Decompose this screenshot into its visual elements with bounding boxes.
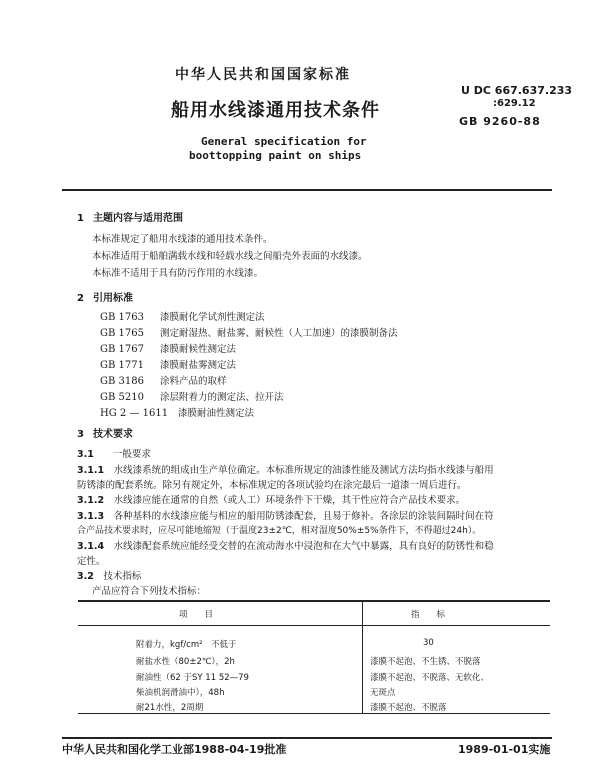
- section-1-para-3: 本标准不适用于具有防污作用的水线漆。: [92, 268, 264, 279]
- table-cell-item: 耐油性（62 于SY 11 52—79: [136, 673, 249, 683]
- document-title-english-line2: boottopping paint on ships: [189, 149, 362, 162]
- clause-number: 3.1.4: [77, 541, 105, 552]
- clause-number: 3.1: [77, 449, 94, 460]
- table-cell-item: 柴油机润滑油中），48h: [136, 688, 225, 698]
- udc-code: U DC 667.637.233: [461, 84, 573, 97]
- table-cell-index: 漆膜不起泡、不脱落: [370, 703, 447, 713]
- reference-title: 涂层附着力的测定法、拉开法: [160, 392, 284, 403]
- clause-3-1-1: [77, 462, 494, 476]
- clause-3-1: [77, 446, 151, 460]
- reference-item: [100, 357, 236, 371]
- clause-3-1-2: [77, 492, 465, 506]
- reference-code: GB 1763: [100, 312, 144, 323]
- section-1-number: 1: [77, 213, 84, 224]
- reference-item: [100, 373, 227, 387]
- reference-title: 测定耐湿热、耐盐雾、耐候性（人工加速）的漆膜制备法: [160, 328, 398, 339]
- reference-code: GB 1767: [100, 344, 144, 355]
- section-2-heading: [77, 289, 133, 304]
- table-cell-index: 漆膜不起泡、不生锈、不脱落: [370, 657, 481, 667]
- table-top-rule: [78, 600, 550, 602]
- clause-3-1-1-continued: 防锈漆的配套系统。除另有规定外，本标准规定的各项试验均在涂完最后一道漆一周后进行。: [77, 480, 467, 491]
- document-title-english-line1: General specification for: [201, 135, 367, 148]
- approval-date: 中华人民共和国化学工业部1988-04-19批准: [62, 743, 287, 756]
- clause-3-2-intro: 产品应符合下列技术指标：: [92, 586, 207, 597]
- standard-number: GB 9260-88: [459, 115, 541, 128]
- section-2-number: 2: [77, 293, 84, 304]
- clause-3-1-3: [77, 508, 494, 522]
- clause-3-2: [77, 568, 141, 582]
- clause-text: 一般要求: [112, 449, 151, 460]
- table-bottom-rule: [78, 713, 550, 714]
- clause-text: 各种基料的水线漆应能与相应的船用防锈漆配套，且易于修补。各涂层的涂装间隔时间在符: [113, 511, 494, 522]
- reference-item: [100, 309, 265, 323]
- reference-code: GB 5210: [100, 392, 144, 403]
- reference-code: GB 1765: [100, 328, 144, 339]
- reference-title: 漆膜耐油性测定法: [178, 408, 255, 419]
- header-divider: [62, 189, 552, 191]
- footer-divider: [62, 737, 552, 739]
- udc-code-continued: :629.12: [493, 98, 536, 109]
- section-3-number: 3: [77, 429, 84, 440]
- table-header-rule: [78, 625, 550, 626]
- section-1-title: 主题内容与适用范围: [93, 213, 183, 224]
- clause-number: 3.1.3: [77, 511, 105, 522]
- reference-title: 漆膜耐候性测定法: [160, 344, 237, 355]
- document-title-chinese: 船用水线漆通用技术条件: [171, 100, 380, 121]
- section-2-title: 引用标准: [93, 293, 133, 304]
- section-3-title: 技术要求: [93, 429, 133, 440]
- reference-item: [100, 341, 236, 355]
- clause-text: 水线漆配套系统应能经受交替的在流动海水中浸泡和在大气中暴露，具有良好的防锈性和稳: [113, 541, 494, 552]
- reference-item: [100, 405, 254, 419]
- reference-code: GB 3186: [100, 376, 144, 387]
- clause-number: 3.1.2: [77, 495, 105, 506]
- section-1-heading: [77, 209, 183, 224]
- clause-text: 水线漆系统的组成由生产单位确定。本标准所规定的油漆性能及测试方法均指水线漆与船用: [113, 465, 494, 476]
- reference-item: [100, 389, 284, 403]
- reference-title: 漆膜耐化学试剂性测定法: [160, 312, 265, 323]
- table-cell-index: 漆膜不起泡、不脱落、无软化、: [370, 673, 490, 683]
- table-cell-item: 附着力，kgf/cm² 不低于: [136, 640, 237, 650]
- table-cell-item: 耐21水性，2周期: [136, 703, 204, 713]
- reference-item: [100, 325, 398, 339]
- issuing-organization: 中华人民共和国国家标准: [175, 67, 351, 83]
- table-cell-index: 无斑点: [370, 688, 396, 698]
- clause-text: 技术指标: [103, 571, 142, 582]
- table-header-index: 指 标: [411, 610, 446, 620]
- section-1-para-1: 本标准规定了船用水线漆的通用技术条件。: [92, 234, 273, 245]
- clause-text: 水线漆应能在通常的自然（或人工）环境条件下干燥，其干性应符合产品技术要求。: [113, 495, 466, 506]
- table-cell-index: 30: [423, 638, 434, 648]
- clause-3-1-4: [77, 538, 494, 552]
- table-cell-item: 耐盐水性（80±2℃），2h: [136, 657, 235, 667]
- table-column-divider: [362, 601, 363, 713]
- implementation-date: 1989-01-01实施: [458, 743, 551, 756]
- reference-title: 涂料产品的取样: [160, 376, 227, 387]
- clause-number: 3.1.1: [77, 465, 105, 476]
- section-1-para-2: 本标准适用于船舶满载水线和轻载水线之间船壳外表面的水线漆。: [92, 251, 368, 262]
- reference-code: GB 1771: [100, 360, 144, 371]
- clause-3-1-3-continued: 合产品技术要求时，应尽可能地缩短（于温度23±2℃，相对湿度50%±5%条件下，不得超过24h）。: [77, 526, 482, 536]
- clause-number: 3.2: [77, 571, 94, 582]
- reference-title: 漆膜耐盐雾测定法: [160, 360, 237, 371]
- table-header-item: 项 目: [179, 610, 214, 620]
- reference-code: HG 2 — 1611: [100, 408, 169, 419]
- clause-3-1-4-continued: 定性。: [77, 556, 106, 567]
- section-3-heading: [77, 425, 133, 440]
